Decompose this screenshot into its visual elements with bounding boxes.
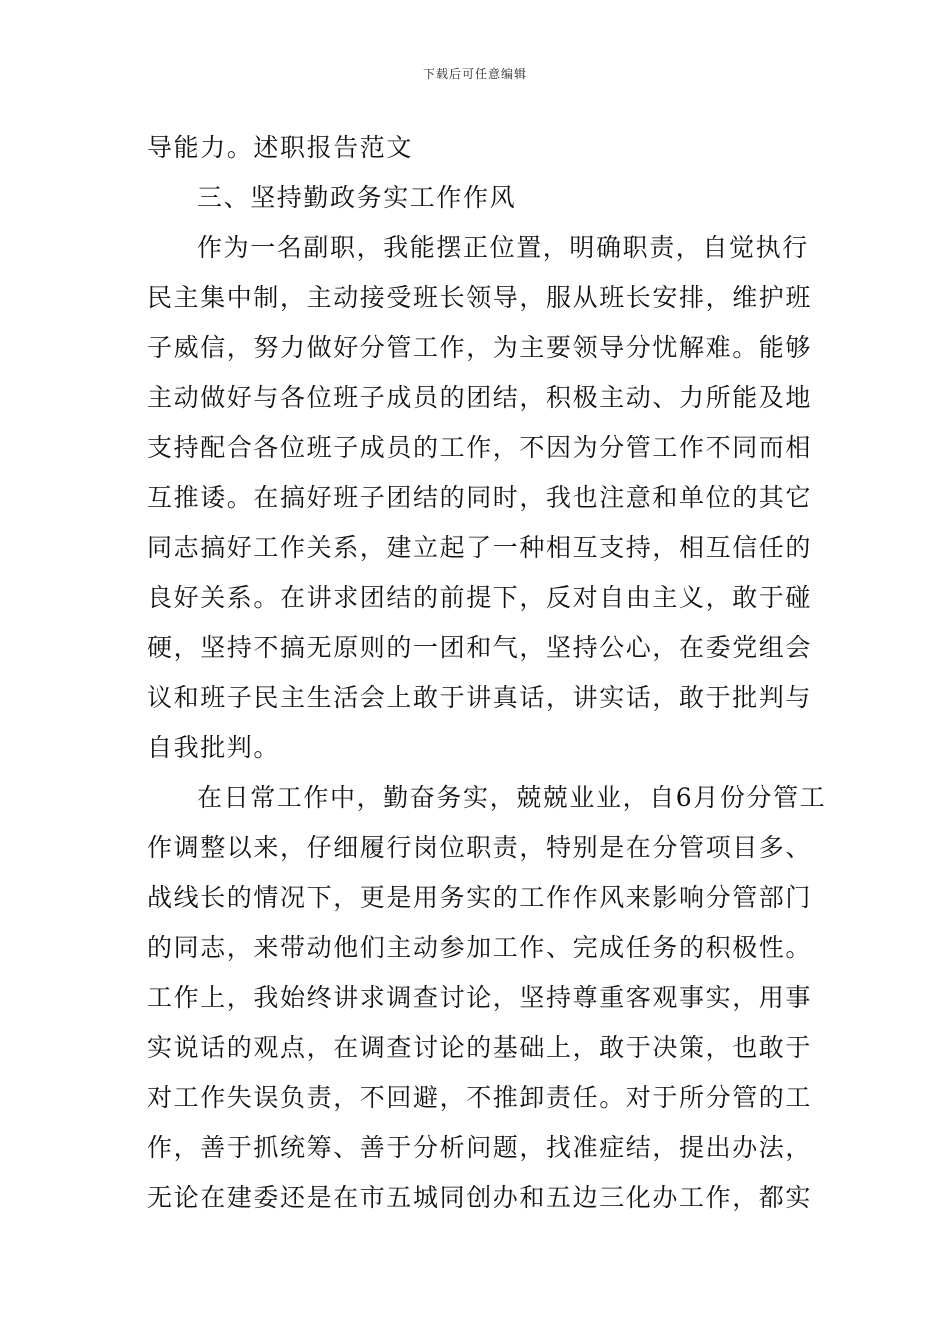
- text-line: 实说话的观点，在调查讨论的基础上，敢于决策，也敢于: [147, 1033, 813, 1062]
- text-line: 作调整以来，仔细履行岗位职责，特别是在分管项目多、: [147, 833, 813, 862]
- text-line: 民主集中制，主动接受班长领导，服从班长安排，维护班: [147, 283, 813, 312]
- section-heading: 三、坚持勤政务实工作作风: [197, 183, 517, 212]
- text-line: 互推诿。在搞好班子团结的同时，我也注意和单位的其它: [147, 483, 813, 512]
- text-line: 作，善于抓统筹、善于分析问题，找准症结，提出办法，: [147, 1133, 813, 1162]
- text-line: 无论在建委还是在市五城同创办和五边三化办工作，都实: [147, 1183, 813, 1212]
- text-line: 作为一名副职，我能摆正位置，明确职责，自觉执行: [197, 233, 809, 262]
- text-line: 对工作失误负责，不回避，不推卸责任。对于所分管的工: [147, 1083, 813, 1112]
- text-line: 自我批判。: [147, 733, 281, 762]
- text-line: 硬，坚持不搞无原则的一团和气，坚持公心，在委党组会: [147, 633, 813, 662]
- text-line: 导能力。述职报告范文: [147, 133, 414, 162]
- text-line: 良好关系。在讲求团结的前提下，反对自由主义，敢于碰: [147, 583, 813, 612]
- text-line: 支持配合各位班子成员的工作，不因为分管工作不同而相: [147, 433, 813, 462]
- text-line: 的同志，来带动他们主动参加工作、完成任务的积极性。: [147, 933, 813, 962]
- text-line: 同志搞好工作关系，建立起了一种相互支持，相互信任的: [147, 533, 813, 562]
- document-body: [147, 123, 827, 1223]
- text-line: 工作上，我始终讲求调查讨论，坚持尊重客观事实，用事: [147, 983, 813, 1012]
- text-line: 议和班子民主生活会上敢于讲真话，讲实话，敢于批判与: [147, 683, 813, 712]
- text-line: 在日常工作中，勤奋务实，兢兢业业，自6月份分管工: [197, 783, 827, 812]
- text-line: 子威信，努力做好分管工作，为主要领导分忧解难。能够: [147, 333, 813, 362]
- text-line: 战线长的情况下，更是用务实的工作作风来影响分管部门: [147, 883, 813, 912]
- header-note: 下载后可任意编辑: [422, 67, 527, 81]
- text-line: 主动做好与各位班子成员的团结，积极主动、力所能及地: [147, 383, 813, 412]
